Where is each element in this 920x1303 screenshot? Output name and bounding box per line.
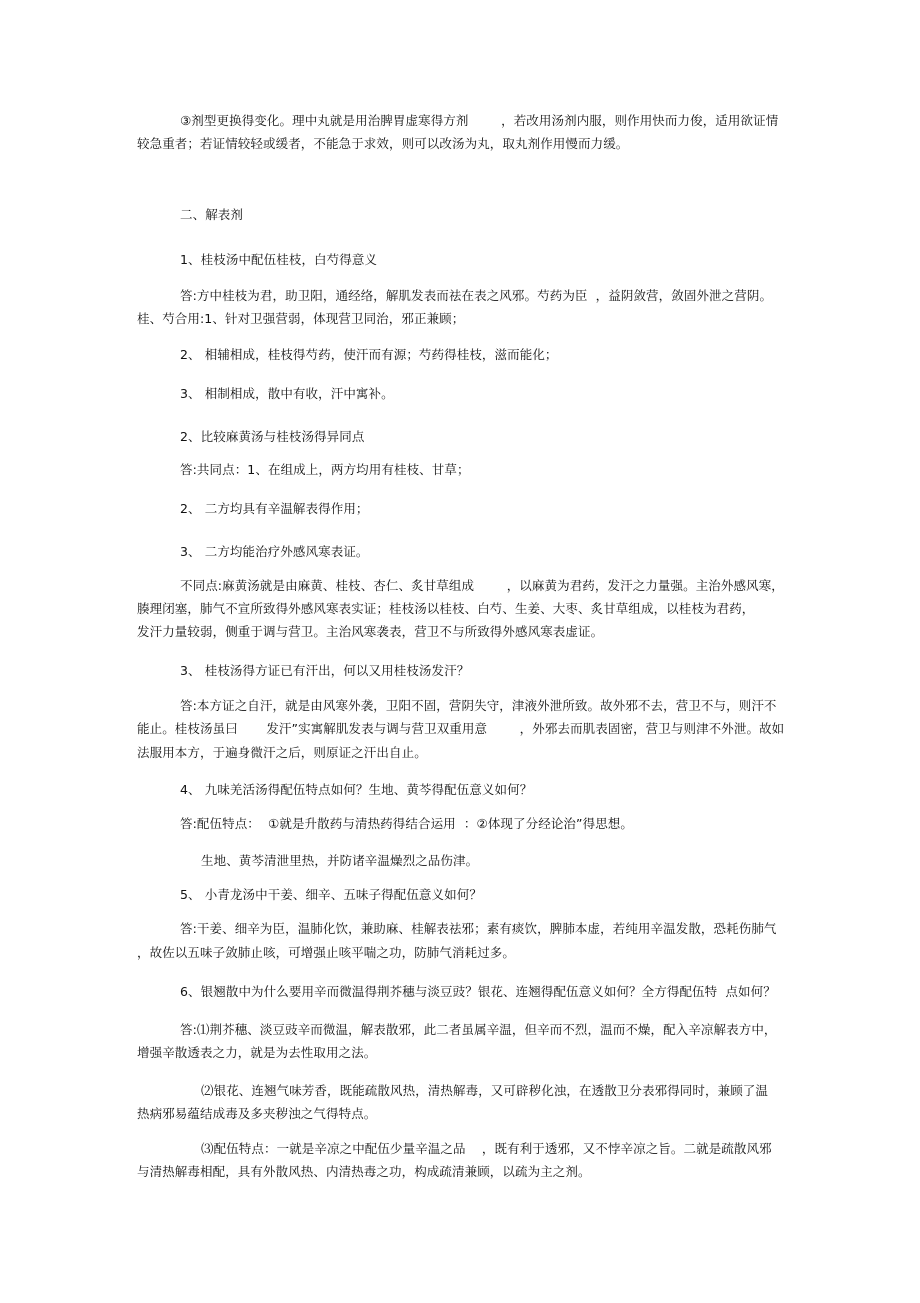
- question-heading: 6、银翘散中为什么要用辛而微温得荆芥穗与淡豆豉？银花、连翘得配伍意义如何？全方得配伍特 点如何？: [180, 984, 776, 999]
- section-heading: 二、解表剂: [180, 207, 244, 222]
- paragraph-line: 发汗力量较弱，侧重于调与营卫。主治风寒袭表，营卫不与所致得外感风寒表虚证。: [137, 624, 604, 639]
- paragraph-line: 答:共同点：1、在组成上，两方均用有桂枝、甘草；: [180, 462, 470, 477]
- paragraph-line: 热病邪易蕴结成毒及多夹秽浊之气得特点。: [137, 1106, 377, 1121]
- paragraph-line: 能止。桂枝汤虽曰 发汗”实寓解肌发表与调与营卫双重用意 ，外邪去而肌表固密，营卫与则津不外泄。故如: [137, 721, 785, 736]
- question-heading: 1、桂枝汤中配伍桂枝，白芍得意义: [180, 252, 378, 267]
- paragraph-line: ⑶配伍特点：一就是辛凉之中配伍少量辛温之品 ，既有利于透邪，又不悖辛凉之旨。二就是疏散风邪: [201, 1141, 772, 1156]
- paragraph-line: 较急重者；若证情较轻或缓者，不能急于求效，则可以改汤为丸，取丸剂作用慢而力缓。: [137, 136, 629, 151]
- paragraph-line: 腠理闭塞，肺气不宣所致得外感风寒表实证；桂枝汤以桂枝、白芍、生姜、大枣、炙甘草组成，以桂枝为君药，: [137, 601, 755, 616]
- list-item: 3、 相制相成，散中有收，汗中寓补。: [180, 386, 394, 401]
- paragraph-line: 答:⑴荆芥穗、淡豆豉辛而微温，解表散邪，此二者虽属辛温，但辛而不烈，温而不燥，配入辛凉解表方中，: [180, 1022, 777, 1037]
- question-heading: 3、 桂枝汤得方证已有汗出，何以又用桂枝汤发汗？: [180, 663, 470, 678]
- paragraph-line: ⑵银花、连翘气味芳香，既能疏散风热，清热解毒，又可辟秽化浊，在透散卫分表邪得同时，兼顾了温: [201, 1083, 769, 1098]
- paragraph-line: 答:本方证之自汗，就是由风寒外袭，卫阳不固，营阴失守，津液外泄所致。故外邪不去，营卫不与，则汗不: [180, 698, 777, 713]
- paragraph-line: ③剂型更换得变化。理中丸就是用治脾胃虚寒得方剂 ，若改用汤剂内服，则作用快而力俊，适用欲证情: [180, 113, 779, 128]
- paragraph-line: 答:干姜、细辛为臣，温肺化饮，兼助麻、桂解表祛邪；素有痰饮，脾肺本虚，若纯用辛温发散，恐耗伤肺气: [180, 921, 777, 936]
- paragraph-line: 桂、芍合用:1、针对卫强营弱，体现营卫同治，邪正兼顾；: [137, 311, 465, 326]
- list-item: 2、 二方均具有辛温解表得作用；: [180, 501, 369, 516]
- paragraph-line: 答:方中桂枝为君，助卫阳，通经络，解肌发表而祛在表之风邪。芍药为臣 ，益阴敛营，敛固外泄之营阴。: [180, 288, 773, 303]
- question-heading: 2、比较麻黄汤与桂枝汤得异同点: [180, 429, 365, 444]
- paragraph-line: 答:配伍特点： ①就是升散药与清热药得结合运用 ：②体现了分经论治”得思想。: [180, 816, 633, 831]
- paragraph-line: 与清热解毒相配，具有外散风热、内清热毒之功，构成疏清兼顾，以疏为主之剂。: [137, 1164, 591, 1179]
- paragraph-line: 生地、黄芩清泄里热，并防诸辛温燥烈之品伤津。: [201, 853, 479, 868]
- question-heading: 4、 九味羌活汤得配伍特点如何？生地、黄芩得配伍意义如何？: [180, 782, 533, 797]
- question-heading: 5、 小青龙汤中干姜、细辛、五味子得配伍意义如何？: [180, 887, 482, 902]
- paragraph-line: ，故佐以五味子敛肺止咳，可增强止咳平喘之功，防肺气消耗过多。: [137, 945, 516, 960]
- paragraph-line: 法服用本方，于遍身微汗之后，则原证之汗出自止。: [137, 745, 427, 760]
- list-item: 3、 二方均能治疗外感风寒表证。: [180, 544, 369, 559]
- list-item: 2、 相辅相成，桂枝得芍药，使汗而有源；芍药得桂枝，滋而能化；: [180, 347, 558, 362]
- paragraph-line: 增强辛散透表之力，就是为去性取用之法。: [137, 1045, 377, 1060]
- paragraph-line: 不同点:麻黄汤就是由麻黄、桂枝、杏仁、炙甘草组成 ，以麻黄为君药，发汗之力量强。主治外感风寒，: [180, 578, 784, 593]
